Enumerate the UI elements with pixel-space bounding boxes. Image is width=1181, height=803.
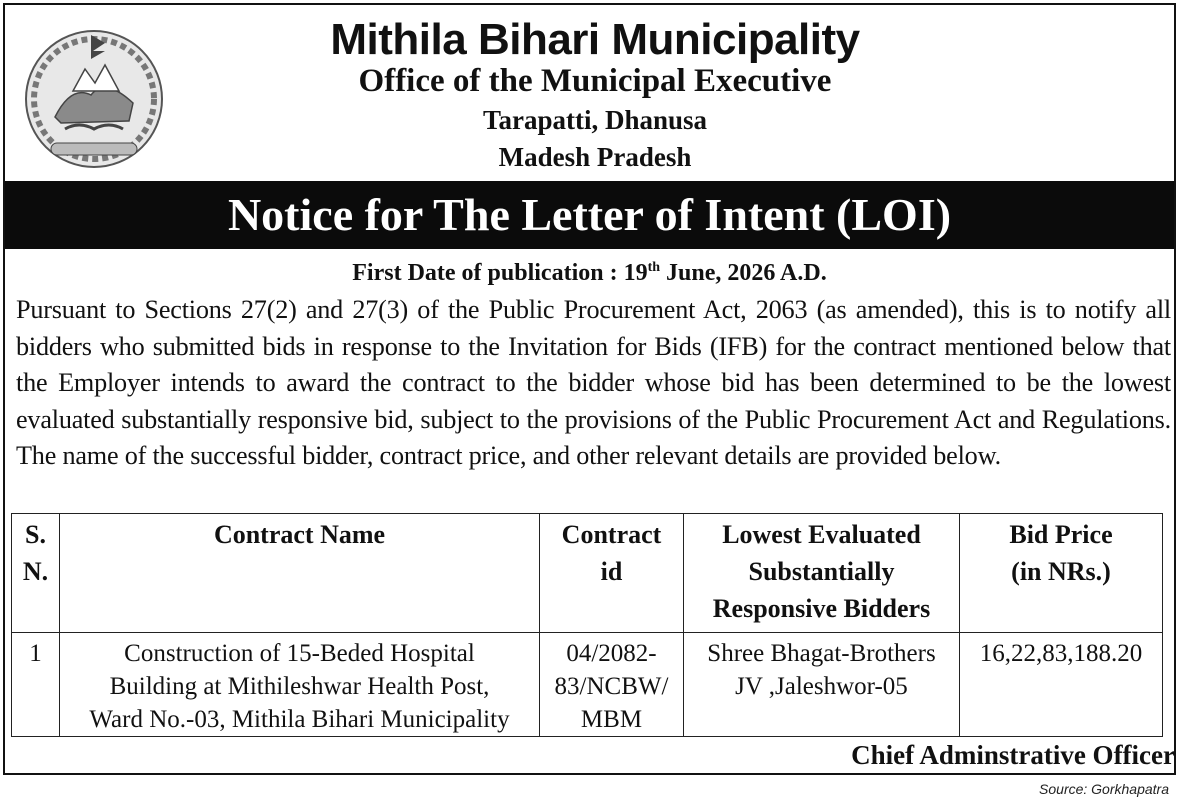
publication-date <box>5 257 1174 289</box>
header-contract-id-line1: Contract <box>561 520 662 549</box>
signoff-title: Chief Adminstrative Officer <box>851 740 1175 770</box>
notice-body-paragraph: Pursuant to Sections 27(2) and 27(3) of the Public Procurement Act, 2063 (as amended), this is to notify all bidders who submitted bids in response to the Invitation for Bids (IFB) for the contract mentioned below that the Employer intends to award the contract to the bidder whose bid has been determined to be the lowest evaluated substantially responsive bid, subject to the provisions of the Public Procurement Act and Regulations. The name of the successful bidder, contract price, and other relevant details are provided below. <box>16 295 1171 471</box>
address-line-2: Madesh Pradesh <box>498 142 692 172</box>
contract-name-line2: Building at Mithileshwar Health Post, <box>109 673 490 700</box>
cell-contract-name <box>60 633 540 737</box>
header-bid-price <box>960 514 1163 633</box>
header-bidder <box>684 514 960 633</box>
cell-bidder <box>684 633 960 737</box>
cell-sn: 1 <box>12 633 60 737</box>
contract-name-line1: Construction of 15-Beded Hospital <box>124 640 475 667</box>
header-contract-name-text: Contract Name <box>213 520 386 549</box>
header-price-line1: Bid Price <box>1009 520 1113 549</box>
header-bidder-line1: Lowest Evaluated <box>722 520 921 549</box>
publication-date-ordinal: th <box>647 260 661 275</box>
header-sn-line1: S. <box>25 520 46 549</box>
header-contract-id-line2: id <box>600 557 623 586</box>
nepal-government-emblem-icon <box>21 25 167 169</box>
address-line-1: Tarapatti, Dhanusa <box>482 105 708 135</box>
contract-name-line3: Ward No.-03, Mithila Bihari Municipality <box>89 706 510 733</box>
header-price-line2: (in NRs.) <box>1011 557 1111 586</box>
bid-table <box>11 513 1163 737</box>
contract-id-line1: 04/2082- <box>566 640 657 667</box>
header-bidder-line3: Responsive Bidders <box>712 594 931 623</box>
source-credit: Source: Gorkhapatra <box>1039 781 1169 797</box>
bid-table-header-row <box>12 514 1163 633</box>
publication-date-prefix: First Date of publication : 19 <box>352 260 648 286</box>
header-sn-line2: N. <box>22 557 49 586</box>
table-row <box>12 633 1163 737</box>
header-bidder-line2: Substantially <box>748 557 895 586</box>
bidder-line1: Shree Bhagat-Brothers <box>707 640 936 667</box>
bidder-line2: JV ,Jaleshwor-05 <box>735 673 908 700</box>
notice-title: Notice for The Letter of Intent (LOI) <box>227 189 952 240</box>
contract-id-line2: 83/NCBW/ <box>554 673 669 700</box>
publication-date-rest: June, 2026 A.D. <box>660 260 827 286</box>
header-contract-id <box>540 514 684 633</box>
cell-contract-id <box>540 633 684 737</box>
municipality-name: Mithila Bihari Municipality <box>330 15 860 64</box>
contract-id-line3: MBM <box>580 706 643 733</box>
notice-title-banner <box>5 181 1174 249</box>
cell-bid-price: 16,22,83,188.20 <box>960 633 1163 737</box>
office-name: Office of the Municipal Executive <box>358 63 832 99</box>
notice-body <box>16 292 1171 475</box>
header-contract-name <box>60 514 540 633</box>
header-sn <box>12 514 60 633</box>
